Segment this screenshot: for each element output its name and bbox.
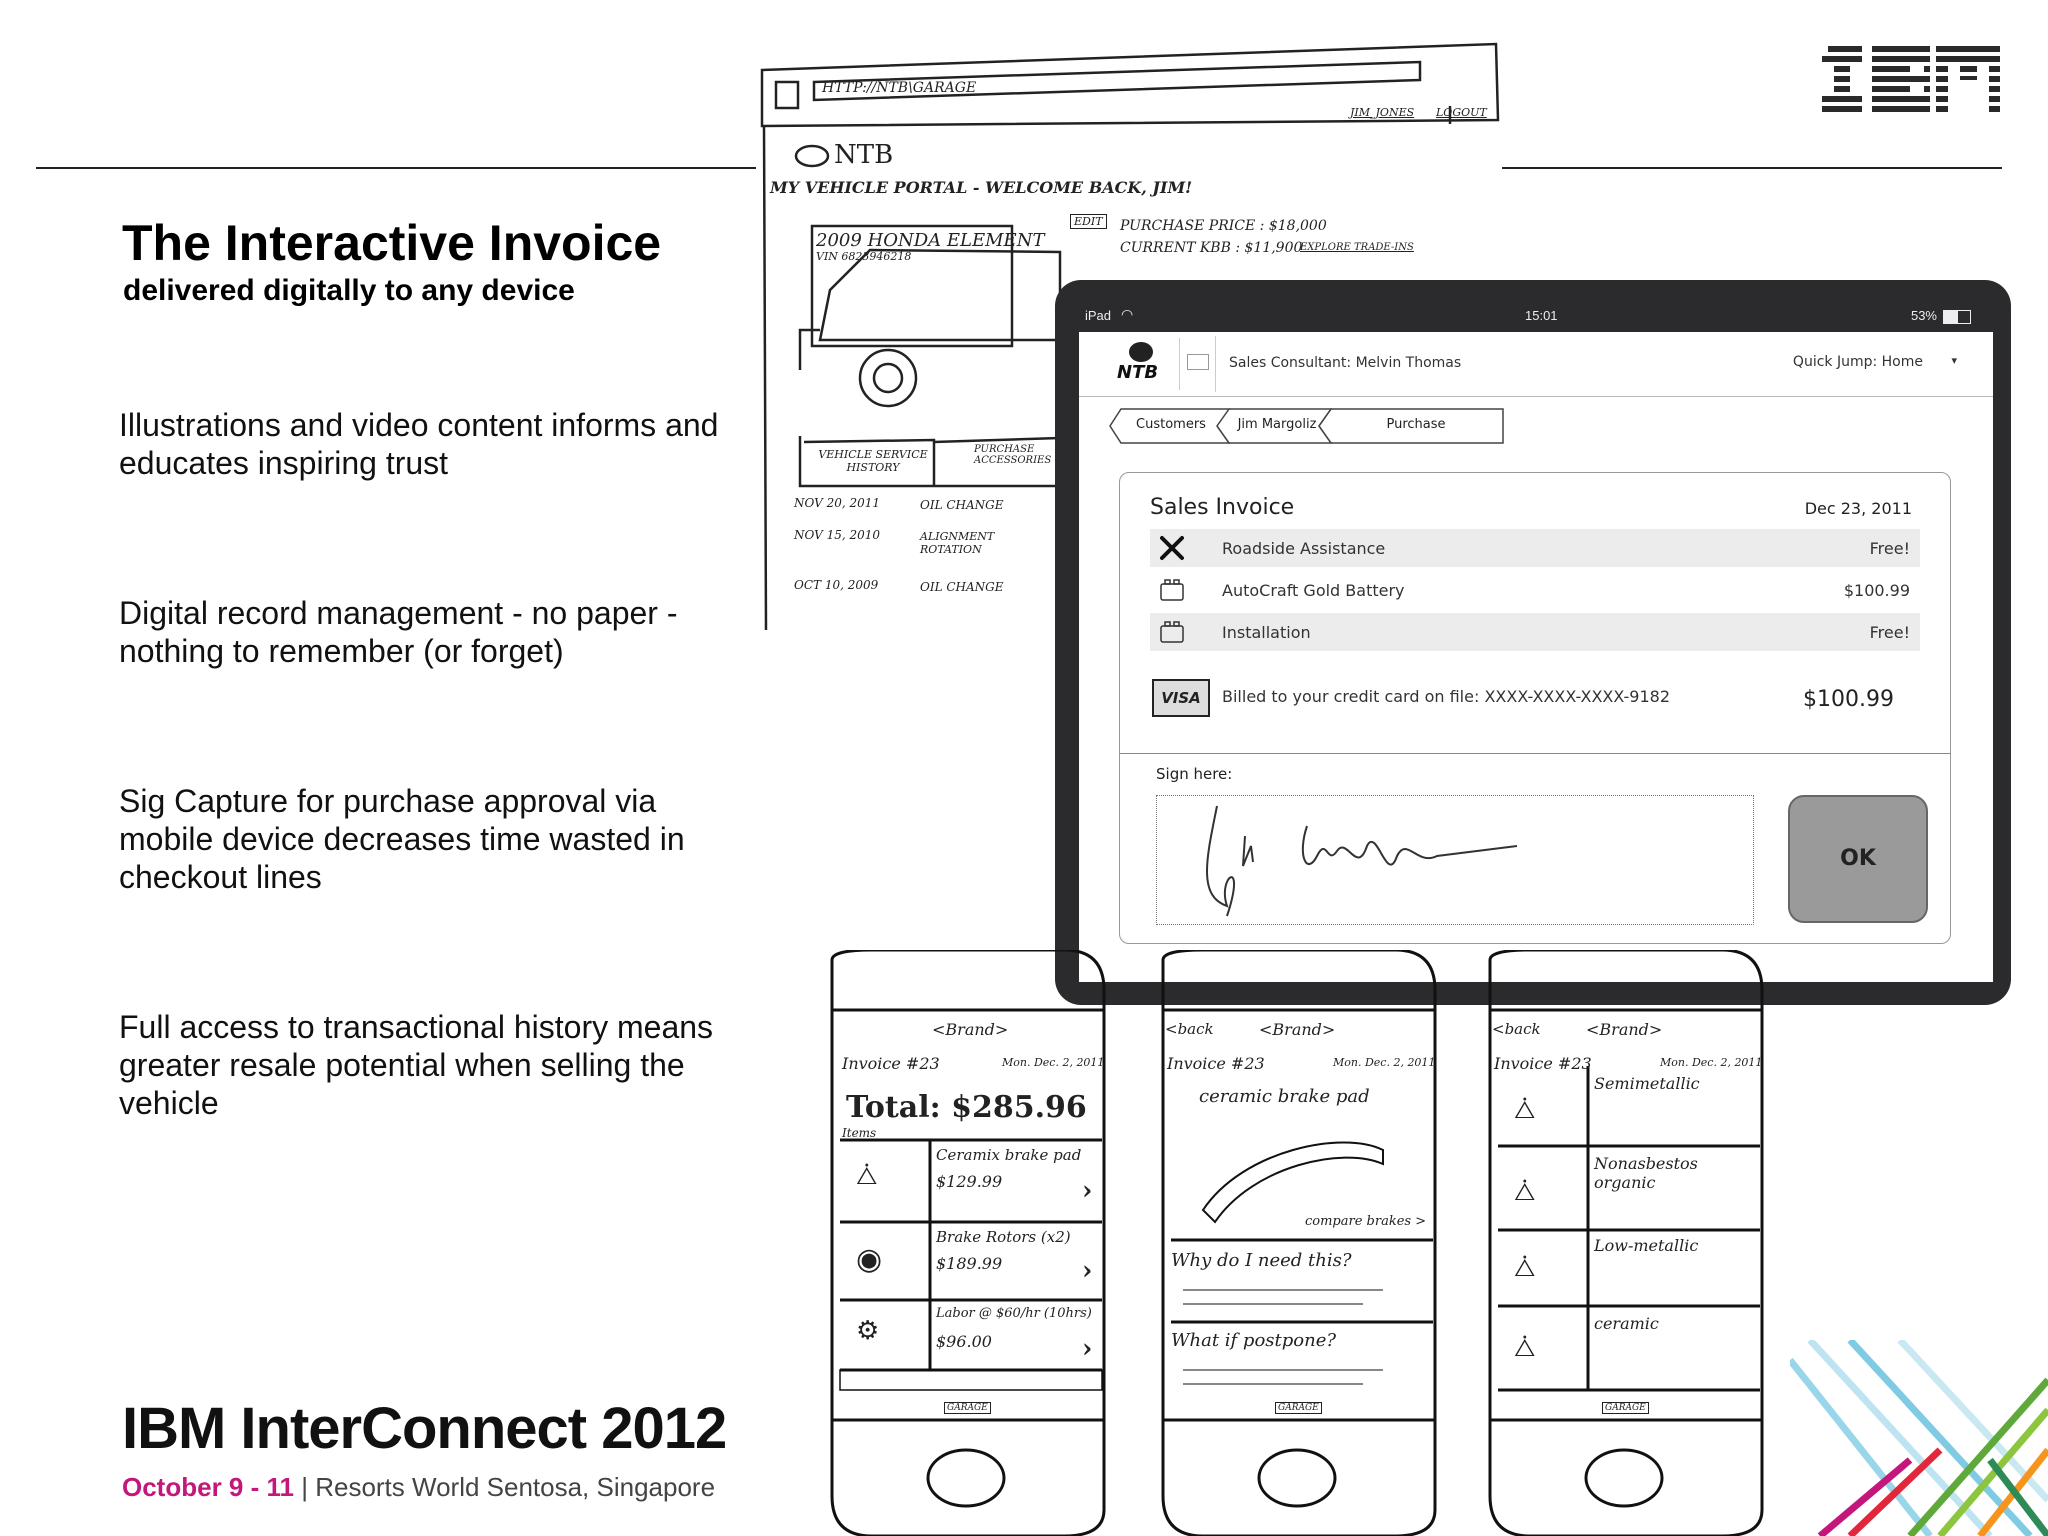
phone-item-price: $129.99 bbox=[936, 1172, 1003, 1191]
event-title: IBM InterConnect 2012 bbox=[122, 1396, 727, 1461]
event-dates: October 9 - 11 bbox=[122, 1472, 294, 1502]
chevron-right-icon[interactable]: › bbox=[1082, 1176, 1093, 1206]
phone-items-label: Items bbox=[842, 1126, 877, 1140]
visa-card-icon: VISA bbox=[1152, 679, 1210, 717]
bullet-digital-records: Digital record management - no paper - nothing to remember (or forget) bbox=[119, 595, 678, 669]
sketch-history-service: ALIGNMENT ROTATION bbox=[920, 530, 995, 556]
phone-detail-heading: ceramic brake pad bbox=[1199, 1086, 1370, 1107]
brake-pad-icon: ⧊ bbox=[1514, 1178, 1536, 1206]
sketch-edit: EDIT bbox=[1070, 214, 1107, 229]
ntb-logo: NTB bbox=[1109, 338, 1180, 390]
phone-invoice-date: Mon. Dec. 2, 2011 bbox=[1660, 1056, 1763, 1069]
invoice-date: Dec 23, 2011 bbox=[1804, 499, 1912, 518]
sketch-tab-accessories: PURCHASE ACCESSORIES bbox=[974, 444, 1052, 466]
phone-sketch-types bbox=[1470, 950, 1782, 1536]
event-details bbox=[122, 1472, 715, 1503]
device-label: iPad bbox=[1085, 308, 1112, 323]
chevron-right-icon[interactable]: › bbox=[1082, 1334, 1093, 1364]
invoice-item-label: Roadside Assistance bbox=[1222, 539, 1386, 558]
sketch-history-service: OIL CHANGE bbox=[920, 580, 1004, 594]
phone-item-price: $189.99 bbox=[936, 1254, 1003, 1273]
invoice-line-item bbox=[1150, 613, 1920, 651]
ipad-screen bbox=[1079, 332, 1993, 982]
battery-icon bbox=[1158, 618, 1186, 646]
breadcrumb-customers[interactable]: Customers bbox=[1136, 417, 1206, 432]
invoice-item-price: Free! bbox=[1869, 623, 1910, 642]
invoice-total: $100.99 bbox=[1803, 687, 1894, 712]
event-venue: Resorts World Sentosa, Singapore bbox=[315, 1472, 716, 1502]
phone-invoice-number: Invoice #23 bbox=[842, 1054, 940, 1073]
invoice-title: Sales Invoice bbox=[1150, 495, 1295, 520]
brake-type-item[interactable]: Nonasbestos organic bbox=[1594, 1154, 1698, 1192]
sketch-vin: VIN 6823946218 bbox=[816, 250, 912, 263]
slide-title: The Interactive Invoice bbox=[122, 215, 662, 271]
brake-type-item[interactable]: Low-metallic bbox=[1594, 1236, 1699, 1255]
garage-tab[interactable]: GARAGE bbox=[1602, 1402, 1649, 1414]
phone-back-link[interactable]: <back bbox=[1165, 1020, 1214, 1038]
phone-brand: <Brand> bbox=[1586, 1020, 1663, 1039]
labor-wrench-icon: ⚙ bbox=[856, 1316, 880, 1346]
phone-sketch-detail bbox=[1143, 950, 1455, 1536]
phone-total: Total: $285.96 bbox=[846, 1090, 1087, 1125]
bullet-transaction-history: Full access to transactional history means greater resale potential when selling the vehicle bbox=[119, 1009, 714, 1121]
phone-invoice-date: Mon. Dec. 2, 2011 bbox=[1333, 1056, 1436, 1069]
phone-sketch-invoice bbox=[812, 950, 1124, 1536]
status-time: 15:01 bbox=[1525, 308, 1558, 323]
decorative-stripes bbox=[1790, 1340, 2048, 1536]
header-rule-left bbox=[36, 167, 756, 169]
battery-icon bbox=[1943, 310, 1971, 324]
wrench-icon bbox=[1158, 534, 1186, 562]
brake-pad-icon: ⧊ bbox=[1514, 1096, 1536, 1124]
mail-icon[interactable] bbox=[1187, 354, 1209, 370]
ipad-status-bar bbox=[1085, 308, 1981, 328]
sketch-tab-history: VEHICLE SERVICE HISTORY bbox=[818, 448, 928, 474]
sketch-history-date: NOV 20, 2011 bbox=[794, 496, 881, 510]
invoice-line-item bbox=[1150, 571, 1920, 609]
bullet-illustrations: Illustrations and video content informs and educates inspiring trust bbox=[119, 407, 719, 481]
postpone-link[interactable]: What if postpone? bbox=[1171, 1330, 1337, 1351]
phone-item-name: Labor @ $60/hr (10hrs) bbox=[936, 1306, 1092, 1321]
sketch-current-kbb: CURRENT KBB : $11,900 bbox=[1120, 240, 1303, 256]
phone-invoice-number: Invoice #23 bbox=[1167, 1054, 1265, 1073]
wifi-icon: ◠ bbox=[1121, 306, 1134, 322]
ipad-device bbox=[1055, 280, 2011, 1005]
phone-back-link[interactable]: <back bbox=[1492, 1020, 1541, 1038]
breadcrumb-customer-name[interactable]: Jim Margoliz bbox=[1237, 417, 1317, 432]
sign-label: Sign here: bbox=[1156, 765, 1233, 783]
phone-invoice-date: Mon. Dec. 2, 2011 bbox=[1002, 1056, 1105, 1069]
sketch-history-service: OIL CHANGE bbox=[920, 498, 1004, 512]
bullet-sig-capture: Sig Capture for purchase approval via mobile device decreases time wasted in checkout lines bbox=[119, 783, 685, 895]
phone-brand: <Brand> bbox=[932, 1020, 1009, 1039]
phone-brand: <Brand> bbox=[1259, 1020, 1336, 1039]
invoice-item-price: Free! bbox=[1869, 539, 1910, 558]
phone-item-name: Brake Rotors (x2) bbox=[936, 1228, 1071, 1246]
phone-invoice-number: Invoice #23 bbox=[1494, 1054, 1592, 1073]
invoice-item-label: AutoCraft Gold Battery bbox=[1222, 581, 1405, 600]
signature-pad[interactable] bbox=[1156, 795, 1754, 925]
sales-invoice bbox=[1119, 472, 1951, 944]
sketch-explore-link: EXPLORE TRADE-INS bbox=[1300, 242, 1414, 253]
event-separator: | bbox=[301, 1472, 308, 1502]
phone-item-name: Ceramix brake pad bbox=[936, 1146, 1082, 1164]
signature-stroke bbox=[1157, 796, 1753, 924]
sketch-brand: NTB bbox=[834, 140, 894, 170]
billing-info: Billed to your credit card on file: XXXX-XXXX-XXXX-9182 bbox=[1222, 687, 1671, 706]
compare-brakes-link[interactable]: compare brakes > bbox=[1305, 1214, 1427, 1229]
quick-jump-select[interactable]: Quick Jump: Home bbox=[1792, 354, 1923, 370]
sketch-welcome: MY VEHICLE PORTAL - WELCOME BACK, JIM! bbox=[770, 178, 1193, 197]
sketch-purchase-price: PURCHASE PRICE : $18,000 bbox=[1120, 218, 1327, 234]
garage-tab[interactable]: GARAGE bbox=[944, 1402, 991, 1414]
ibm-logo bbox=[1822, 40, 2000, 121]
why-need-link[interactable]: Why do I need this? bbox=[1171, 1250, 1352, 1271]
sales-consultant: Sales Consultant: Melvin Thomas bbox=[1229, 355, 1462, 371]
sketch-user-link: JIM_JONES bbox=[1350, 106, 1415, 119]
garage-tab[interactable]: GARAGE bbox=[1275, 1402, 1322, 1414]
invoice-line-item bbox=[1150, 529, 1920, 567]
sketch-vehicle: 2009 HONDA ELEMENT bbox=[816, 230, 1045, 251]
brake-type-item[interactable]: Semimetallic bbox=[1594, 1074, 1700, 1093]
battery-icon bbox=[1158, 576, 1186, 604]
chevron-right-icon[interactable]: › bbox=[1082, 1256, 1093, 1286]
invoice-item-price: $100.99 bbox=[1843, 581, 1910, 600]
slide-subtitle: delivered digitally to any device bbox=[123, 274, 575, 307]
sketch-history-date: OCT 10, 2009 bbox=[794, 578, 879, 592]
brake-pad-icon: ⧊ bbox=[1514, 1334, 1536, 1362]
phone-item-price: $96.00 bbox=[936, 1332, 992, 1351]
sketch-logout-link: LOGOUT bbox=[1436, 106, 1487, 119]
brake-pad-icon: ⧊ bbox=[1514, 1254, 1536, 1282]
brake-type-item[interactable]: ceramic bbox=[1594, 1314, 1659, 1333]
sketch-url: HTTP://NTB\GARAGE bbox=[822, 80, 977, 96]
header-rule-right bbox=[1502, 167, 2002, 169]
chevron-down-icon[interactable]: ▾ bbox=[1951, 354, 1957, 367]
invoice-item-label: Installation bbox=[1222, 623, 1311, 642]
brake-rotor-icon: ◉ bbox=[856, 1242, 883, 1277]
battery-level: 53% bbox=[1910, 308, 1937, 323]
breadcrumb-purchase[interactable]: Purchase bbox=[1386, 417, 1446, 432]
ok-button[interactable]: OK bbox=[1788, 795, 1928, 923]
brake-pad-icon: ⧊ bbox=[856, 1162, 878, 1190]
app-header bbox=[1079, 332, 1993, 397]
sketch-history-date: NOV 15, 2010 bbox=[794, 528, 881, 542]
